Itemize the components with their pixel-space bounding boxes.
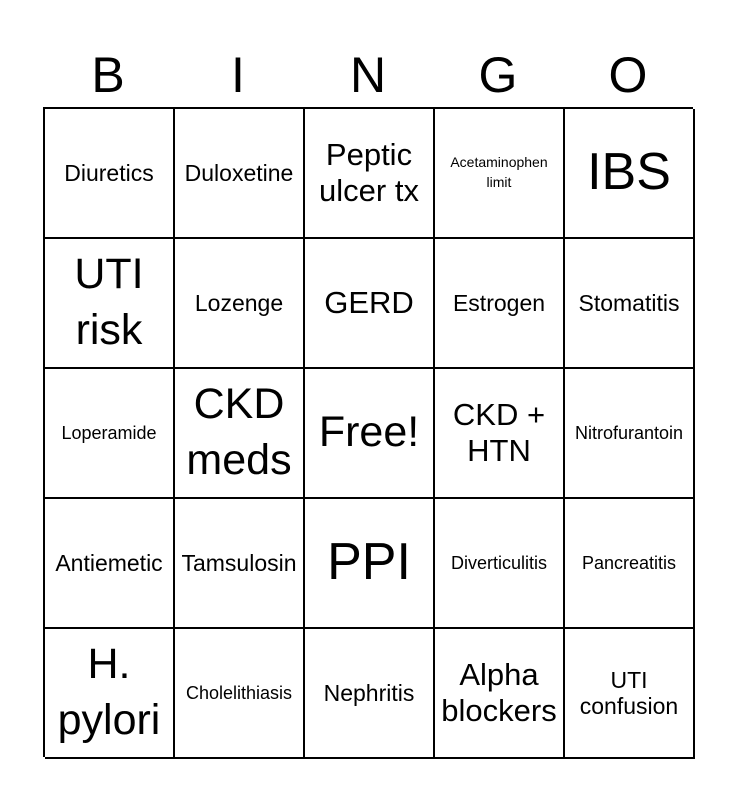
bingo-cell-free[interactable]: Free!	[305, 369, 435, 499]
bingo-cell[interactable]: Stomatitis	[565, 239, 695, 369]
bingo-cell[interactable]: Cholelithiasis	[175, 629, 305, 759]
bingo-card-grid	[43, 107, 693, 757]
bingo-cell[interactable]: Duloxetine	[175, 109, 305, 239]
header-letter-i: I	[231, 47, 245, 103]
bingo-cell[interactable]: Pancreatitis	[565, 499, 695, 629]
bingo-cell[interactable]: Acetaminophen limit	[435, 109, 565, 239]
bingo-cell[interactable]: Nitrofurantoin	[565, 369, 695, 499]
bingo-cell[interactable]: Lozenge	[175, 239, 305, 369]
bingo-cell[interactable]: UTI risk	[45, 239, 175, 369]
bingo-cell[interactable]: IBS	[565, 109, 695, 239]
header-letter-o: O	[608, 47, 648, 103]
bingo-cell[interactable]: GERD	[305, 239, 435, 369]
bingo-cell[interactable]: CKD meds	[175, 369, 305, 499]
bingo-cell[interactable]: Tamsulosin	[175, 499, 305, 629]
bingo-cell[interactable]: Diverticulitis	[435, 499, 565, 629]
header-letter-n: N	[349, 47, 387, 103]
bingo-cell[interactable]: PPI	[305, 499, 435, 629]
bingo-cell[interactable]: CKD + HTN	[435, 369, 565, 499]
bingo-cell[interactable]: Estrogen	[435, 239, 565, 369]
bingo-cell[interactable]: UTI confusion	[565, 629, 695, 759]
bingo-header	[43, 44, 693, 106]
bingo-cell[interactable]: Diuretics	[45, 109, 175, 239]
header-letter-b: B	[91, 47, 125, 103]
bingo-cell[interactable]: Nephritis	[305, 629, 435, 759]
header-letter-g: G	[478, 47, 518, 103]
bingo-cell[interactable]: Antiemetic	[45, 499, 175, 629]
bingo-cell[interactable]: Peptic ulcer tx	[305, 109, 435, 239]
bingo-cell[interactable]: Loperamide	[45, 369, 175, 499]
bingo-cell[interactable]: Alpha blockers	[435, 629, 565, 759]
bingo-cell[interactable]: H. pylori	[45, 629, 175, 759]
